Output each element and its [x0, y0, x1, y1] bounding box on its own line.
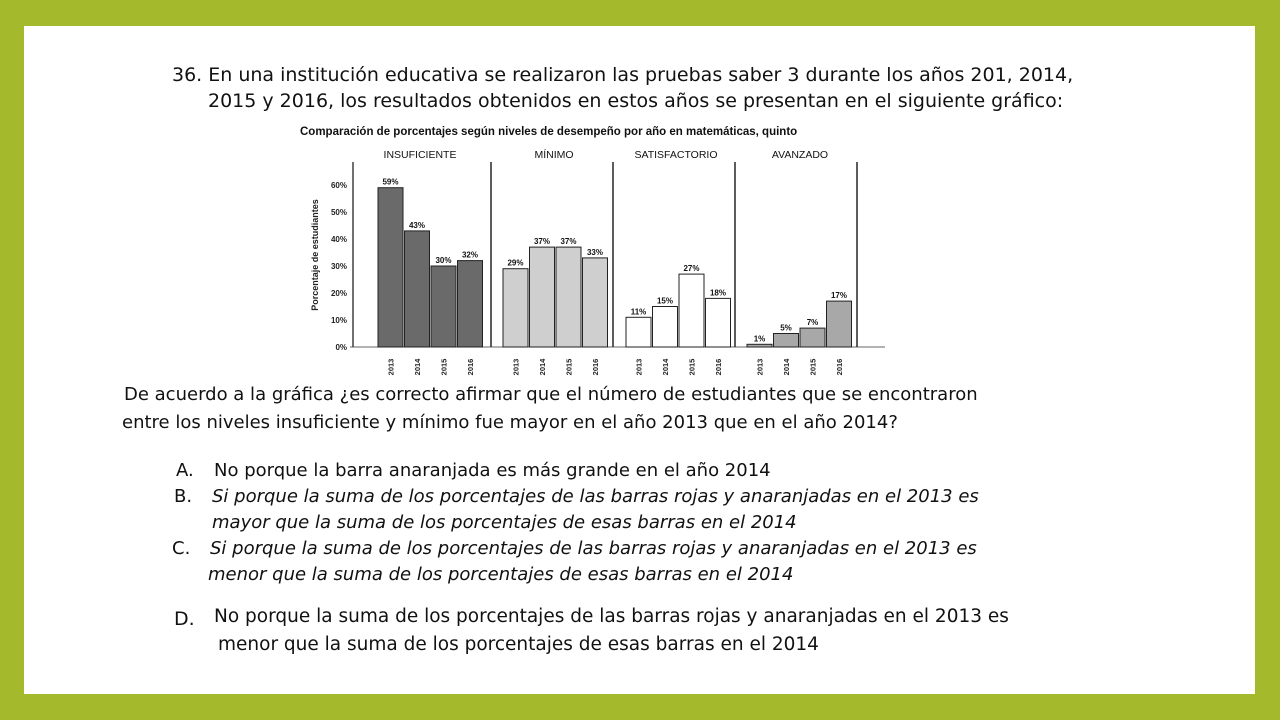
bar-value-label: 15% [656, 296, 674, 306]
bar [827, 301, 852, 347]
bar [583, 258, 608, 347]
bar-value-label: 59% [382, 177, 399, 187]
option-b-letter: B. [174, 486, 193, 507]
y-tick-label: 50% [330, 208, 347, 217]
bar-value-label: 32% [461, 250, 479, 260]
bar [679, 274, 704, 347]
y-tick-label: 30% [330, 262, 347, 271]
bar [800, 328, 825, 347]
option-d-line-1: No porque la suma de los porcentajes de las barras rojas y anaranjadas en el 2013 es [214, 606, 1009, 627]
bar [747, 344, 772, 347]
x-tick-year: 2016 [466, 358, 475, 376]
bar-value-label: 30% [435, 256, 452, 265]
bar [653, 307, 678, 348]
option-c-letter: C. [172, 538, 191, 559]
x-tick-year: 2013 [386, 358, 396, 376]
bar-value-label: 5% [780, 323, 792, 333]
option-d-letter: D. [174, 608, 195, 630]
option-a-letter: A. [176, 460, 194, 481]
group-label: AVANZADO [771, 149, 829, 161]
x-tick-year: 2014 [413, 358, 422, 376]
option-b-line-2: mayor que la suma de los porcentajes de esas barras en el 2014 [212, 512, 797, 533]
bar-value-label: 18% [709, 288, 727, 298]
bar-value-label: 37% [560, 237, 577, 247]
bar [556, 247, 581, 347]
y-tick-label: 0% [335, 343, 347, 352]
x-tick-year: 2016 [714, 358, 723, 376]
question-line-1: 36. En una institución educativa se realizaron las pruebas saber 3 durante los años 201, 2014, [172, 64, 1074, 86]
chart-plot-area [331, 148, 885, 375]
x-tick-year: 2014 [538, 358, 547, 376]
group-label: SATISFACTORIO [634, 149, 718, 161]
chart-title: Comparación de porcentajes según niveles de desempeño por año en matemáticas, quinto [300, 126, 798, 138]
option-c-line-2: menor que la suma de los porcentajes de esas barras en el 2014 [208, 564, 794, 585]
y-axis-label: Porcentaje de estudiantes [310, 199, 320, 311]
y-tick-label: 20% [330, 289, 347, 298]
x-tick-year: 2013 [511, 358, 521, 376]
bar-value-label: 27% [683, 264, 700, 274]
bar [503, 269, 528, 347]
x-tick-year: 2013 [755, 358, 765, 376]
bar-value-label: 11% [630, 307, 647, 317]
bar [378, 188, 403, 347]
x-tick-year: 2013 [634, 358, 644, 376]
bar [774, 334, 799, 348]
bar [458, 261, 483, 347]
bar [706, 298, 731, 347]
option-a-line-1: No porque la barra anaranjada es más grande en el año 2014 [214, 460, 771, 481]
x-tick-year: 2016 [591, 358, 600, 376]
bar [626, 317, 651, 347]
x-tick-year: 2015 [439, 358, 449, 376]
bar-value-label: 1% [753, 334, 766, 344]
bar [530, 247, 555, 347]
x-tick-year: 2015 [564, 358, 574, 376]
x-tick-year: 2014 [661, 358, 670, 376]
group-label: MÍNIMO [534, 149, 574, 161]
stem-line-1: De acuerdo a la gráfica ¿es correcto afirmar que el número de estudiantes que se encontraron [124, 384, 978, 405]
x-tick-year: 2015 [687, 358, 697, 376]
x-tick-year: 2014 [782, 358, 791, 376]
stem-line-2: entre los niveles insuficiente y mínimo fue mayor en el año 2013 que en el año 2014? [122, 412, 898, 433]
y-tick-label: 40% [330, 235, 347, 244]
option-d-line-2: menor que la suma de los porcentajes de esas barras en el 2014 [218, 634, 819, 655]
group-label: INSUFICIENTE [383, 149, 457, 161]
bar [405, 231, 430, 347]
y-tick-label: 10% [330, 316, 347, 325]
bar-value-label: 37% [533, 237, 551, 247]
question-line-2: 2015 y 2016, los resultados obtenidos en estos años se presentan en el siguiente gráfico: [208, 90, 1064, 112]
x-tick-year: 2016 [835, 358, 844, 376]
bar-value-label: 43% [408, 220, 426, 230]
y-tick-label: 60% [330, 181, 347, 190]
bar [431, 266, 456, 347]
bar-value-label: 33% [586, 247, 604, 257]
bar-value-label: 7% [806, 318, 819, 328]
bar-value-label: 17% [830, 291, 848, 301]
x-tick-year: 2015 [808, 358, 818, 376]
bar-value-label: 29% [507, 258, 524, 268]
option-b-line-1: Si porque la suma de los porcentajes de las barras rojas y anaranjadas en el 2013 es [212, 486, 979, 507]
option-c-line-1: Si porque la suma de los porcentajes de las barras rojas y anaranjadas en el 2013 es [210, 538, 977, 559]
bar-chart [300, 124, 890, 382]
